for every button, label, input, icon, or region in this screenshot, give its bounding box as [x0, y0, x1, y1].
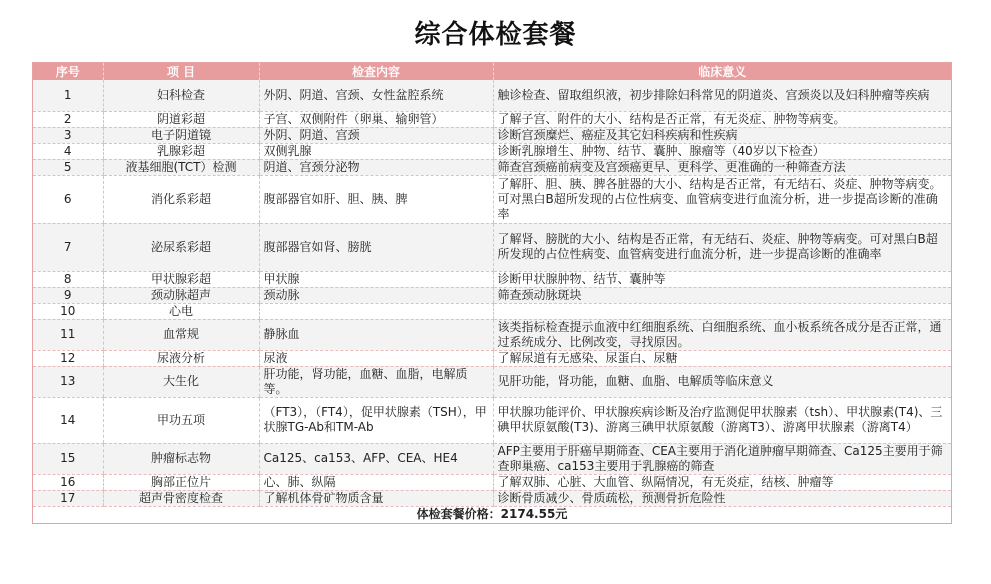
row-no: 3 [33, 127, 103, 143]
row-meaning: 了解肝、胆、胰、脾各脏器的大小、结构是否正常，有无结石、炎症、肿物等病变。可对黑白B超所发现的占位性病变、血管病变进行血流分析，进一步提高诊断的准确率 [493, 175, 951, 223]
row-no: 11 [33, 319, 103, 350]
row-item: 泌尿系彩超 [103, 223, 259, 271]
row-no: 17 [33, 490, 103, 506]
row-content: 了解机体骨矿物质含量 [259, 490, 493, 506]
table-row [33, 474, 951, 490]
table-header-row [33, 63, 951, 80]
row-no: 9 [33, 287, 103, 303]
row-content: 阴道、宫颈分泌物 [259, 159, 493, 175]
row-meaning: 了解尿道有无感染、尿蛋白、尿糖 [493, 350, 951, 366]
row-meaning: 了解双肺、心脏、大血管、纵隔情况，有无炎症，结核、肿瘤等 [493, 474, 951, 490]
row-meaning: AFP主要用于肝癌早期筛查、CEA主要用于消化道肿瘤早期筛查、Ca125主要用于筛查卵巢癌、ca153主要用于乳腺癌的筛查 [493, 443, 951, 474]
table-row [33, 490, 951, 506]
row-item: 超声骨密度检查 [103, 490, 259, 506]
row-no: 15 [33, 443, 103, 474]
row-no: 16 [33, 474, 103, 490]
row-item: 消化系彩超 [103, 175, 259, 223]
header-no: 序号 [33, 63, 103, 80]
row-content: 甲状腺 [259, 271, 493, 287]
row-content: 肝功能，肾功能，血糖、血脂，电解质等。 [259, 366, 493, 397]
header-content: 检查内容 [259, 63, 493, 80]
table-row [33, 271, 951, 287]
row-no: 6 [33, 175, 103, 223]
row-meaning: 诊断宫颈糜烂、癌症及其它妇科疾病和性疾病 [493, 127, 951, 143]
row-meaning: 诊断乳腺增生、肿物、结节、囊肿、腺瘤等（40岁以下检查） [493, 143, 951, 159]
row-item: 肿瘤标志物 [103, 443, 259, 474]
row-no: 13 [33, 366, 103, 397]
row-item: 甲功五项 [103, 397, 259, 443]
row-meaning: 触诊检查、留取组织液，初步排除妇科常见的阴道炎、宫颈炎以及妇科肿瘤等疾病 [493, 80, 951, 111]
row-meaning: 甲状腺功能评价、甲状腺疾病诊断及治疗监测促甲状腺素（tsh）、甲状腺素(T4)、三碘甲状原氨酸(T3)、游离三碘甲状原氨酸（游离T3）、游离甲状腺素（游离T4） [493, 397, 951, 443]
row-item: 血常规 [103, 319, 259, 350]
row-no: 1 [33, 80, 103, 111]
row-item: 阴道彩超 [103, 111, 259, 127]
total-price: 体检套餐价格：2174.55元 [33, 506, 951, 523]
package-table-wrapper [32, 62, 952, 524]
row-meaning: 诊断甲状腺肿物、结节、囊肿等 [493, 271, 951, 287]
row-no: 10 [33, 303, 103, 319]
page-title: 综合体检套餐 [414, 20, 577, 50]
row-item: 乳腺彩超 [103, 143, 259, 159]
table-row [33, 287, 951, 303]
row-content: 外阴、阴道、宫颈、女性盆腔系统 [259, 80, 493, 111]
row-no: 5 [33, 159, 103, 175]
table-row [33, 175, 951, 223]
table-row [33, 350, 951, 366]
row-item: 妇科检查 [103, 80, 259, 111]
row-content: 尿液 [259, 350, 493, 366]
table-row [33, 111, 951, 127]
package-table [33, 63, 951, 523]
row-no: 8 [33, 271, 103, 287]
row-item: 液基细胞(TCT）检测 [103, 159, 259, 175]
row-no: 14 [33, 397, 103, 443]
row-no: 7 [33, 223, 103, 271]
table-row [33, 159, 951, 175]
row-item: 心电 [103, 303, 259, 319]
table-row [33, 143, 951, 159]
row-meaning: 该类指标检查提示血液中红细胞系统、白细胞系统、血小板系统各成分是否正常，通过系统成分、比例改变，寻找原因。 [493, 319, 951, 350]
row-content: Ca125、ca153、AFP、CEA、HE4 [259, 443, 493, 474]
row-content: 静脉血 [259, 319, 493, 350]
table-row [33, 366, 951, 397]
table-row [33, 319, 951, 350]
row-content: 心、肺、纵隔 [259, 474, 493, 490]
row-item: 甲状腺彩超 [103, 271, 259, 287]
row-meaning: 了解肾、膀胱的大小、结构是否正常，有无结石、炎症、肿物等病变。可对黑白B超所发现的占位性病变、血管病变进行血流分析，进一步提高诊断的准确率 [493, 223, 951, 271]
row-meaning: 了解子宫、附件的大小、结构是否正常，有无炎症、肿物等病变。 [493, 111, 951, 127]
header-meaning: 临床意义 [493, 63, 951, 80]
table-body [33, 80, 951, 523]
row-content [259, 303, 493, 319]
row-content: （FT3），（FT4），促甲状腺素（TSH），甲状腺TG-Ab和TM-Ab [259, 397, 493, 443]
row-content: 双侧乳腺 [259, 143, 493, 159]
total-row [33, 506, 951, 523]
table-row [33, 397, 951, 443]
row-meaning: 诊断骨质减少、骨质疏松，预测骨折危险性 [493, 490, 951, 506]
row-meaning: 见肝功能，肾功能，血糖、血脂、电解质等临床意义 [493, 366, 951, 397]
row-no: 4 [33, 143, 103, 159]
row-content: 颈动脉 [259, 287, 493, 303]
row-item: 颈动脉超声 [103, 287, 259, 303]
row-content: 腹部器官如肾、膀胱 [259, 223, 493, 271]
header-item: 项 目 [103, 63, 259, 80]
row-content: 外阴、阴道、宫颈 [259, 127, 493, 143]
row-item: 电子阴道镜 [103, 127, 259, 143]
table-row [33, 443, 951, 474]
row-item: 胸部正位片 [103, 474, 259, 490]
row-no: 2 [33, 111, 103, 127]
table-row [33, 80, 951, 111]
table-row [33, 303, 951, 319]
row-meaning: 筛查颈动脉斑块 [493, 287, 951, 303]
table-row [33, 127, 951, 143]
row-meaning [493, 303, 951, 319]
row-content: 子宫、双侧附件（卵巢、输卵管） [259, 111, 493, 127]
table-row [33, 223, 951, 271]
row-content: 腹部器官如肝、胆、胰、脾 [259, 175, 493, 223]
row-no: 12 [33, 350, 103, 366]
row-item: 大生化 [103, 366, 259, 397]
row-item: 尿液分析 [103, 350, 259, 366]
row-meaning: 筛查宫颈癌前病变及宫颈癌更早、更科学、更准确的一种筛查方法 [493, 159, 951, 175]
